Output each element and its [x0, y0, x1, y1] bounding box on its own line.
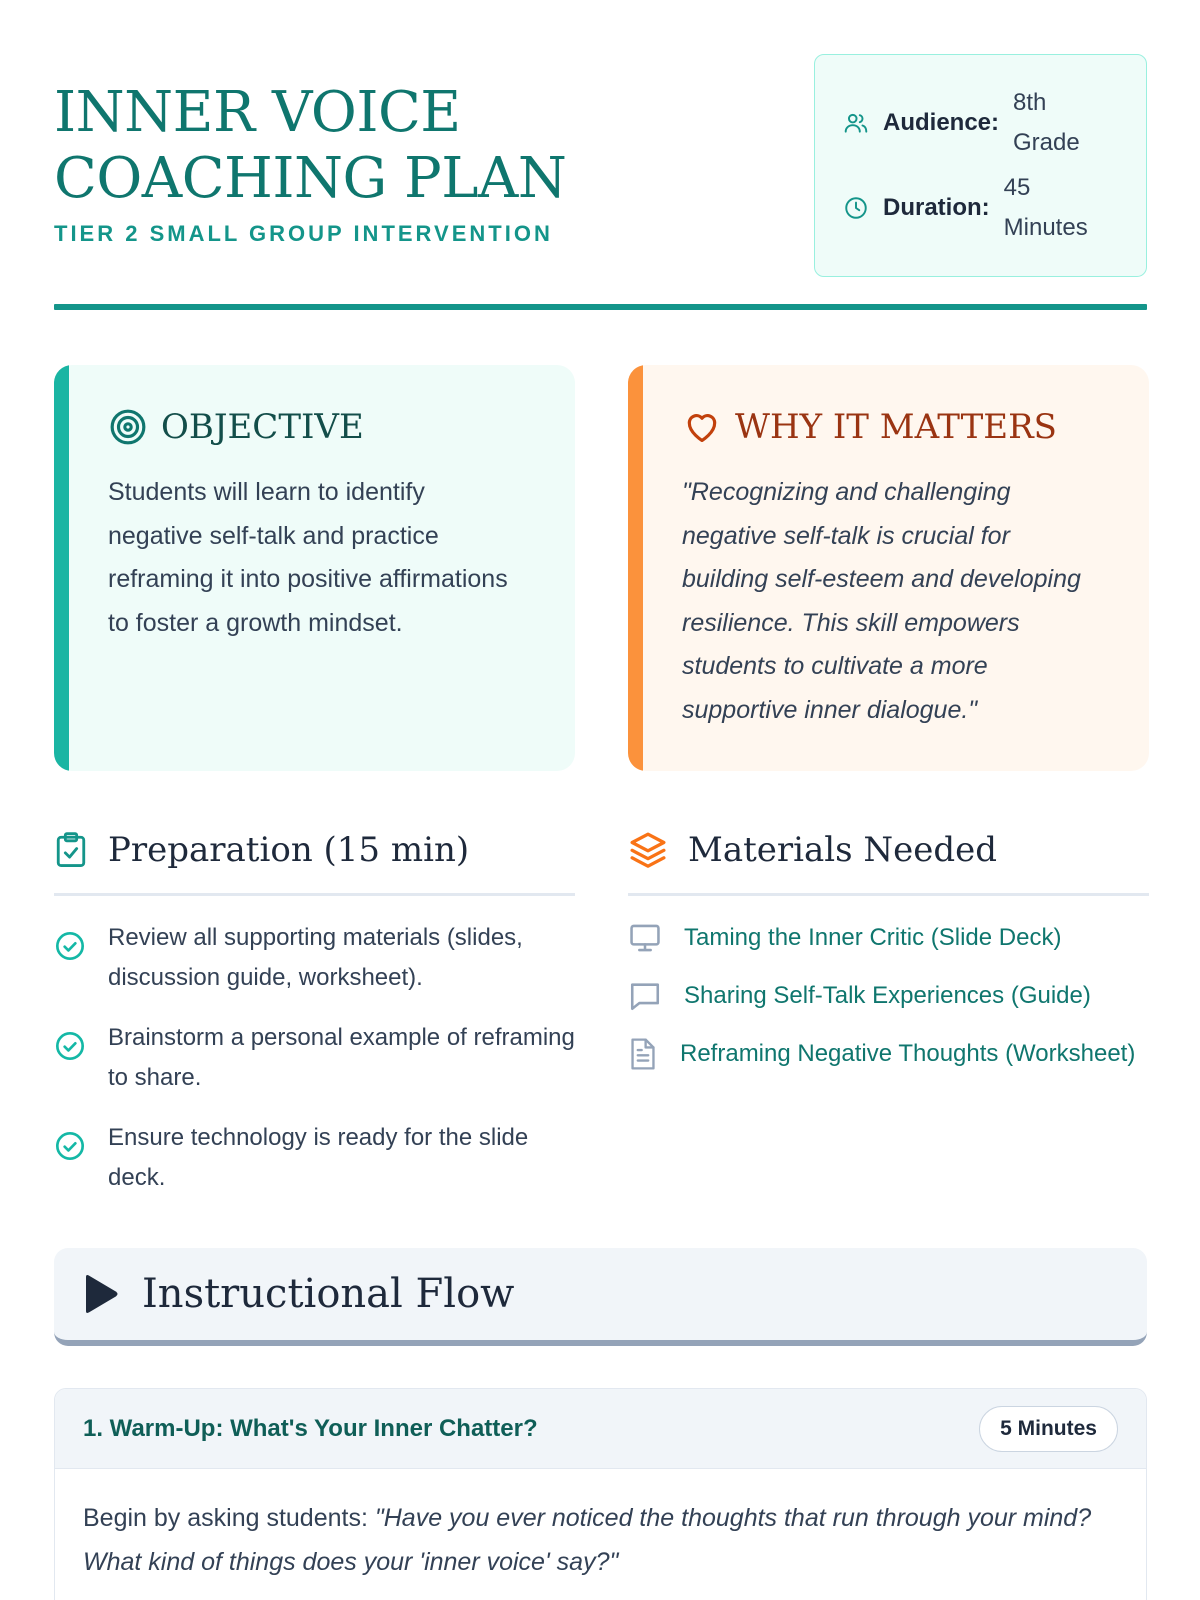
flow-step-title: 1. Warm-Up: What's Your Inner Chatter? [83, 1414, 538, 1442]
list-item[interactable] [628, 1034, 1149, 1074]
target-icon [109, 408, 147, 446]
material-link[interactable]: Sharing Self-Talk Experiences (Guide) [684, 982, 1091, 1009]
why-heading [683, 407, 1057, 447]
why-it-matters-card [628, 365, 1149, 771]
meta-info-box [814, 54, 1147, 277]
duration-value: 45 Minutes [1003, 174, 1088, 241]
flow-step-header [55, 1389, 1146, 1469]
preparation-item-text: Review all supporting materials (slides, discussion guide, worksheet). [108, 924, 523, 991]
preparation-heading: Preparation (15 min) [108, 830, 470, 870]
list-item[interactable] [628, 976, 1149, 1016]
preparation-divider [54, 893, 575, 896]
why-accent-bar [628, 365, 643, 771]
audience-label: Audience: [883, 109, 1000, 136]
materials-list [628, 918, 1149, 1074]
material-link[interactable]: Reframing Negative Thoughts (Worksheet) [680, 1040, 1136, 1067]
duration-label: Duration: [883, 194, 990, 221]
page-subtitle: TIER 2 SMALL GROUP INTERVENTION [54, 221, 553, 246]
list-item[interactable] [628, 918, 1149, 958]
flow-step-body [55, 1469, 1146, 1600]
flow-step [54, 1388, 1147, 1600]
flow-step-quote: "Have you ever noticed the thoughts that run through your mind? What kind of things does your 'inner voice' say?" [83, 1504, 1092, 1576]
clipboard-check-icon [54, 831, 88, 869]
list-item [54, 918, 575, 998]
page-header [54, 54, 1147, 310]
list-item [54, 1018, 575, 1098]
materials-heading: Materials Needed [688, 830, 998, 870]
objective-heading [109, 407, 364, 447]
objective-accent-bar [54, 365, 69, 771]
preparation-section [54, 825, 575, 1218]
preparation-header [54, 825, 575, 875]
preparation-item-text: Ensure technology is ready for the slide deck. [108, 1124, 529, 1191]
objective-card [54, 365, 575, 771]
header-divider [54, 304, 1147, 310]
check-circle-icon [54, 930, 86, 962]
clock-icon [843, 195, 869, 221]
objective-text: Students will learn to identify negative self-talk and practice reframing it into positive affirmations to foster a growth mindset. [108, 478, 508, 637]
check-circle-icon [54, 1030, 86, 1062]
materials-section [628, 825, 1149, 1092]
check-circle-icon [54, 1130, 86, 1162]
users-icon [843, 110, 869, 136]
objective-heading-text: OBJECTIVE [161, 407, 364, 447]
page-title: INNER VOICE COACHING PLAN [54, 80, 567, 211]
chat-bubble-icon [628, 979, 662, 1013]
document-icon [628, 1037, 658, 1071]
preparation-list [54, 918, 575, 1198]
play-icon [80, 1272, 120, 1316]
instructional-flow-header [54, 1248, 1147, 1346]
materials-divider [628, 893, 1149, 896]
monitor-icon [628, 921, 662, 955]
flow-step-lead: Begin by asking students: [83, 1504, 375, 1532]
duration-row [843, 168, 1104, 248]
list-item [54, 1118, 575, 1198]
why-text: "Recognizing and challenging negative self-talk is crucial for building self-esteem and developing resilience. This skill empowers students to cultivate a more supportive inner dialogue." [682, 478, 1081, 724]
instructional-flow-heading: Instructional Flow [142, 1271, 515, 1317]
duration-badge: 5 Minutes [979, 1406, 1118, 1452]
materials-header [628, 825, 1149, 875]
heart-icon [683, 408, 721, 446]
why-heading-text: WHY IT MATTERS [735, 407, 1057, 447]
preparation-item-text: Brainstorm a personal example of reframing to share. [108, 1024, 575, 1091]
audience-row [843, 83, 1091, 163]
audience-value: 8th Grade [1013, 89, 1080, 156]
material-link[interactable]: Taming the Inner Critic (Slide Deck) [684, 924, 1062, 951]
layers-icon [628, 830, 668, 870]
